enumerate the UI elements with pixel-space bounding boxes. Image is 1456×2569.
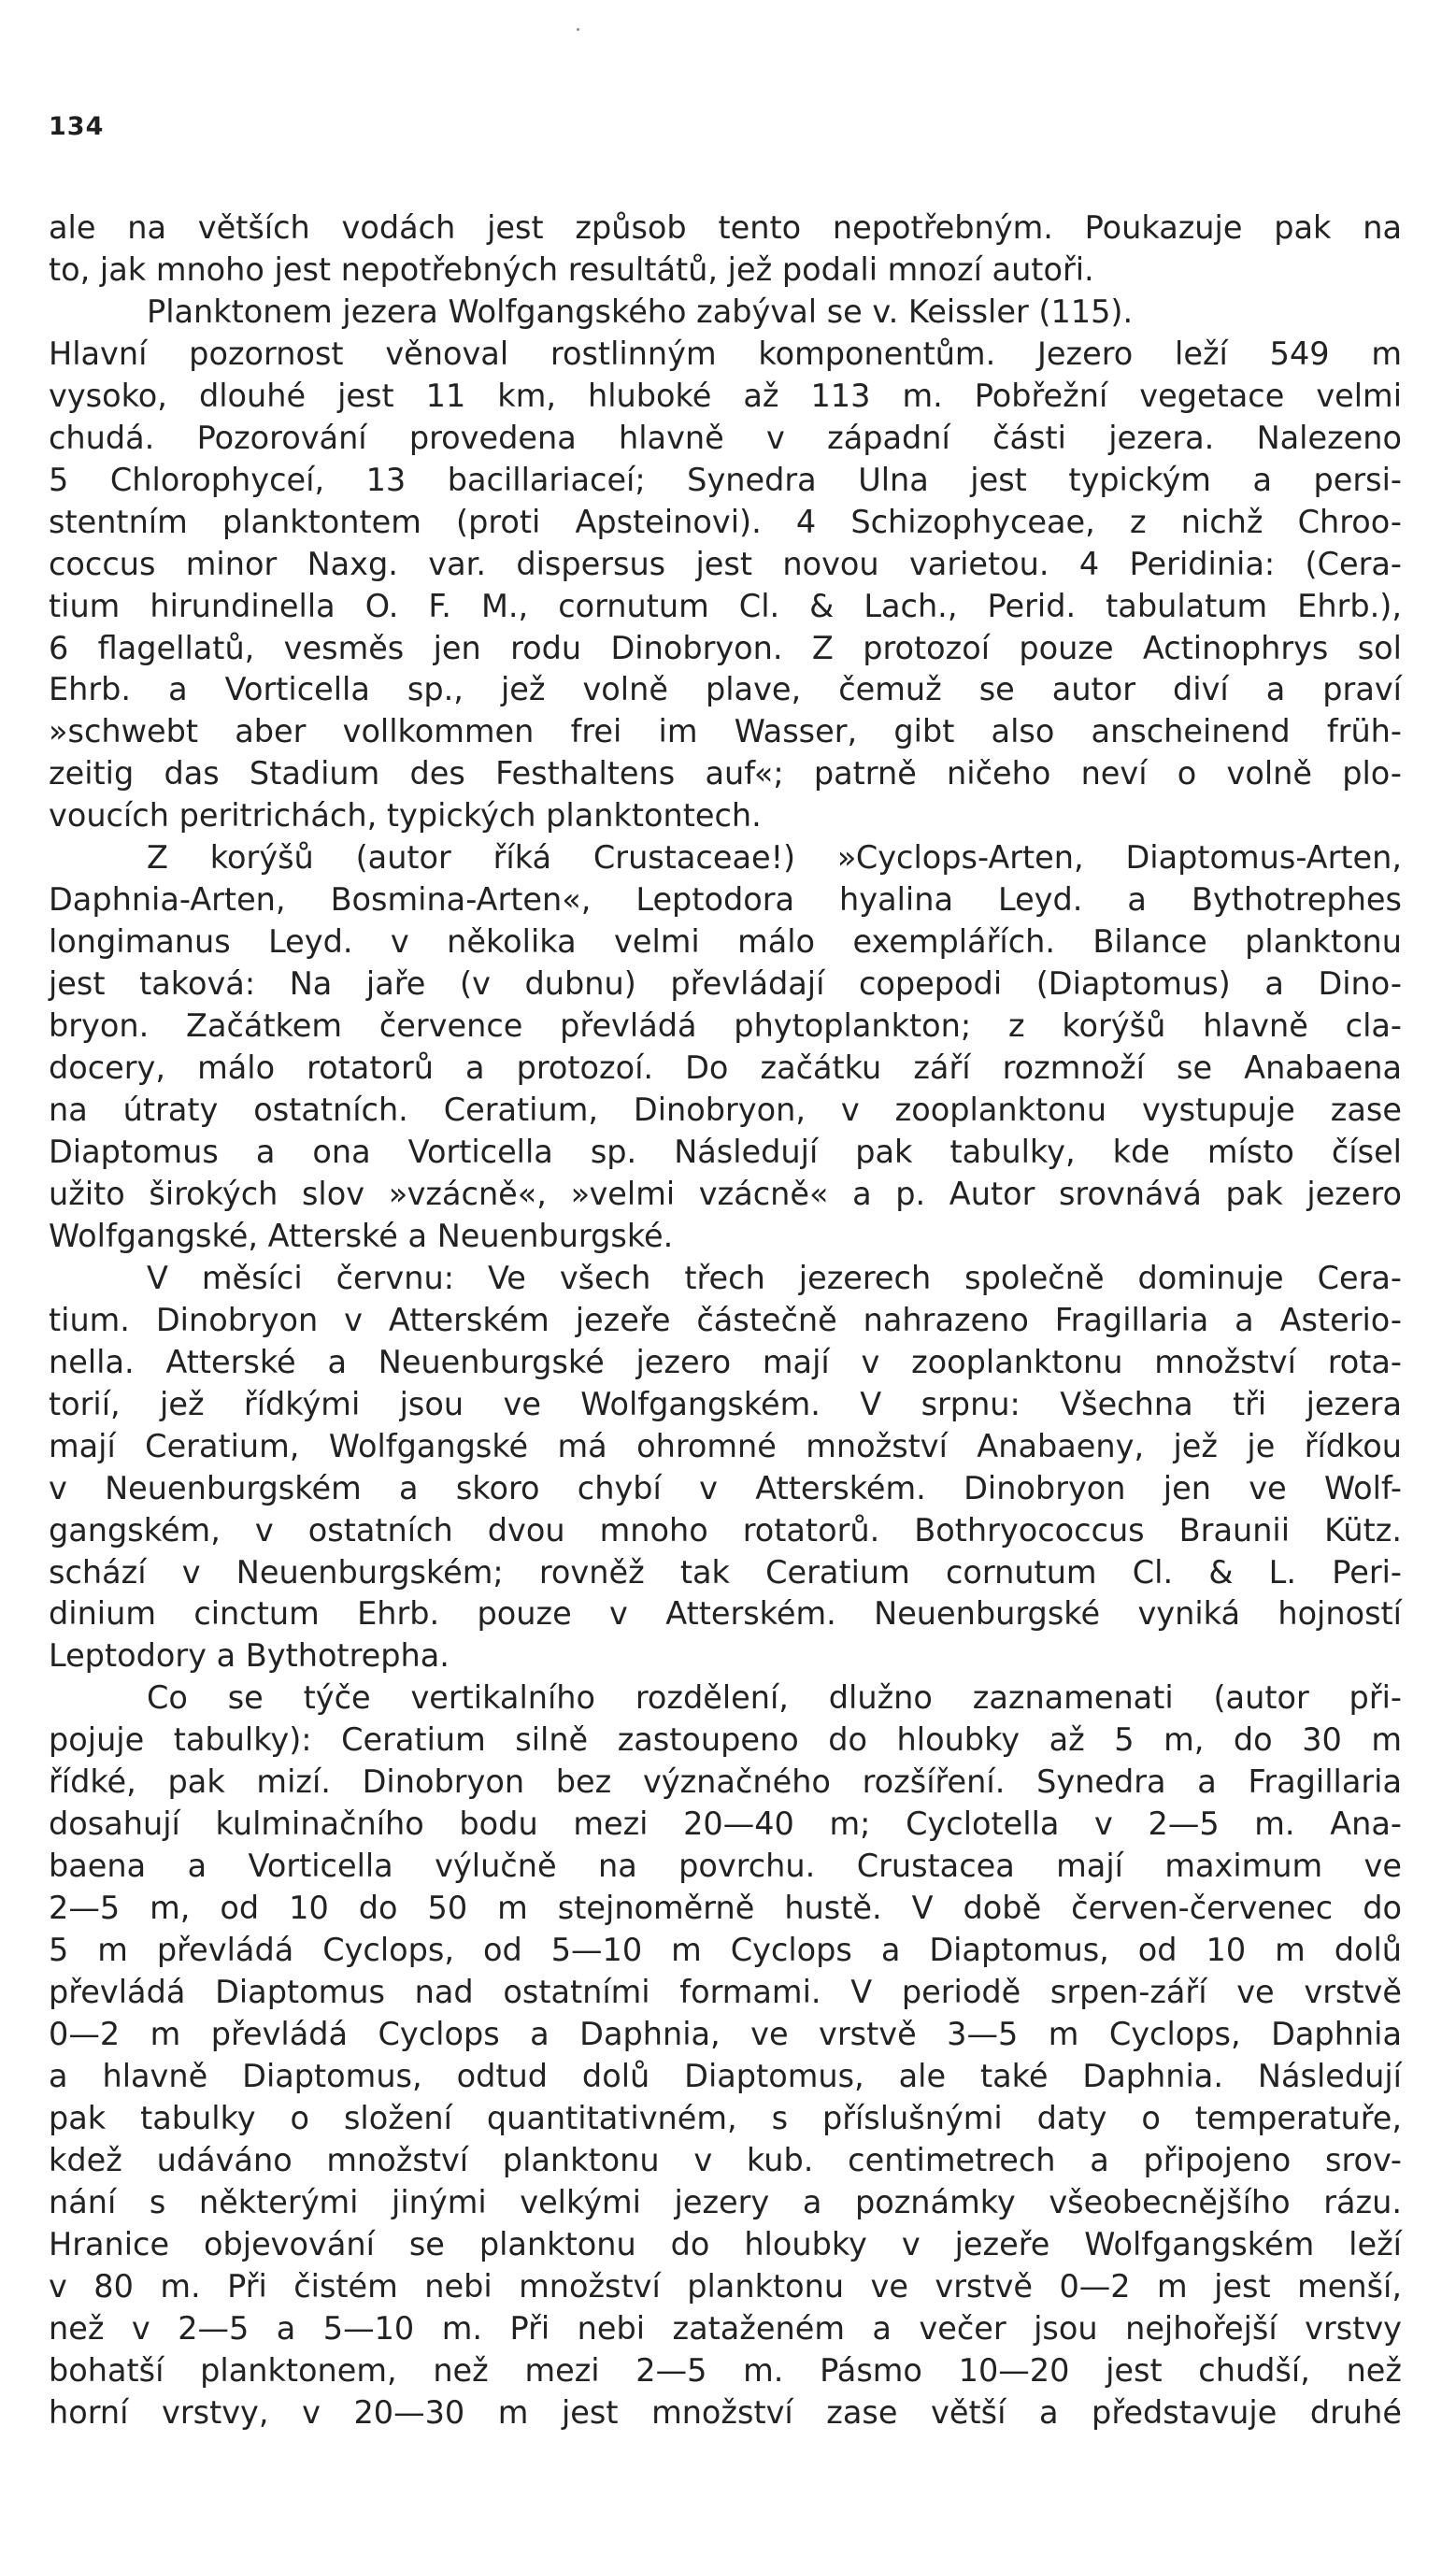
text-line: tium hirundinella O. F. M., cornutum Cl. & Lach., Perid. tabulatum Ehrb.), <box>49 587 1402 624</box>
text-line: Diaptomus a ona Vorticella sp. Následují pak tabulky, kde místo čísel <box>49 1133 1402 1170</box>
text-line: 0—2 m převládá Cyclops a Daphnia, ve vrstvě 3—5 m Cyclops, Daphnia <box>49 2015 1402 2052</box>
text-line: kdež udáváno množství planktonu v kub. centimetrech a připojeno srov- <box>49 2141 1402 2178</box>
print-speck <box>577 28 579 31</box>
text-line: tium. Dinobryon v Atterském jezeře částečně nahrazeno Fragillaria a Asterio- <box>49 1301 1402 1338</box>
text-line: docery, málo rotatorů a protozoí. Do začátku září rozmnoží se Anabaena <box>49 1049 1402 1087</box>
text-line: dinium cinctum Ehrb. pouze v Atterském. Neuenburgské vyniká hojností <box>49 1595 1402 1633</box>
text-line: 5 Chlorophyceí, 13 bacillariaceí; Synedra Ulna jest typickým a persi- <box>49 461 1402 498</box>
text-line: Hlavní pozornost věnoval rostlinným komponentům. Jezero leží 549 m <box>49 335 1402 372</box>
text-line: pojuje tabulky): Ceratium silně zastoupeno do hloubky až 5 m, do 30 m <box>49 1721 1402 1759</box>
text-line: v Neuenburgském a skoro chybí v Atterském. Dinobryon jen ve Wolf- <box>49 1469 1402 1506</box>
text-line: nella. Atterské a Neuenburgské jezero mají v zooplanktonu množství rota- <box>49 1343 1402 1380</box>
text-line: než v 2—5 a 5—10 m. Při nebi zataženém a večer jsou nejhořejší vrstvy <box>49 2309 1402 2347</box>
paragraph-first-line: Z korýšů (autor říká Crustaceae!) »Cyclops-Arten, Diaptomus-Arten, <box>147 839 1402 877</box>
text-line: Daphnia-Arten, Bosmina-Arten«, Leptodora hyalina Leyd. a Bythotrephes <box>49 881 1402 919</box>
text-line: a hlavně Diaptomus, odtud dolů Diaptomus, ale také Daphnia. Následují <box>49 2057 1402 2094</box>
text-line: »schwebt aber vollkommen frei im Wasser, gibt also anscheinend früh- <box>49 713 1402 750</box>
text-line: Hranice objevování se planktonu do hloubky v jezeře Wolfgangském leží <box>49 2225 1402 2262</box>
paragraph-first-line: Planktonem jezera Wolfgangského zabýval se v. Keissler (115). <box>147 293 1134 330</box>
text-line: nání s některými jinými velkými jezery a poznámky všeobecnějšího rázu. <box>49 2183 1402 2220</box>
text-line: gangském, v ostatních dvou mnoho rotatorů. Bothryococcus Braunii Kütz. <box>49 1511 1402 1549</box>
text-line: torií, jež řídkými jsou ve Wolfgangském. V srpnu: Všechna tři jezera <box>49 1385 1402 1422</box>
text-line: v 80 m. Při čistém nebi množství planktonu ve vrstvě 0—2 m jest menší, <box>49 2267 1402 2305</box>
text-line: longimanus Leyd. v několika velmi málo exemplářích. Bilance planktonu <box>49 923 1402 961</box>
body-text <box>49 207 1402 2434</box>
text-line: voucích peritrichách, typických planktontech. <box>49 797 762 835</box>
page-number: 134 <box>49 112 105 141</box>
text-line: 6 flagellatů, vesměs jen rodu Dinobryon. Z protozoí pouze Actinophrys sol <box>49 629 1402 666</box>
text-line: vysoko, dlouhé jest 11 km, hluboké až 113 m. Pobřežní vegetace velmi <box>49 377 1402 414</box>
text-line: užito širokých slov »vzácně«, »velmi vzácně« a p. Autor srovnává pak jezero <box>49 1175 1402 1212</box>
text-line: na útraty ostatních. Ceratium, Dinobryon, v zooplanktonu vystupuje zase <box>49 1092 1402 1129</box>
text-line: dosahují kulminačního bodu mezi 20—40 m; Cyclotella v 2—5 m. Ana- <box>49 1805 1402 1843</box>
text-line: coccus minor Naxg. var. dispersus jest novou varietou. 4 Peridinia: (Cera- <box>49 545 1402 582</box>
text-line: převládá Diaptomus nad ostatními formami. V periodě srpen-září ve vrstvě <box>49 1974 1402 2011</box>
paragraph-first-line: V měsíci červnu: Ve všech třech jezerech společně dominuje Cera- <box>147 1259 1402 1296</box>
text-line: Leptodory a Bythotrepha. <box>49 1637 450 1675</box>
text-line: zeitig das Stadium des Festhaltens auf«; patrně ničeho neví o volně plo- <box>49 755 1402 792</box>
text-line: baena a Vorticella výlučně na povrchu. Crustacea mají maximum ve <box>49 1848 1402 1885</box>
text-line: 5 m převládá Cyclops, od 5—10 m Cyclops a Diaptomus, od 10 m dolů <box>49 1932 1402 1969</box>
text-line: mají Ceratium, Wolfgangské má ohromné množství Anabaeny, jež je řídkou <box>49 1427 1402 1464</box>
text-line: chudá. Pozorování provedena hlavně v západní části jezera. Nalezeno <box>49 419 1402 456</box>
text-line: pak tabulky o složení quantitativném, s příslušnými daty o temperatuře, <box>49 2099 1402 2136</box>
text-line: horní vrstvy, v 20—30 m jest množství zase větší a představuje druhé <box>49 2393 1402 2431</box>
text-line: ale na větších vodách jest způsob tento nepotřebným. Poukazuje pak na <box>49 209 1402 246</box>
text-line: schází v Neuenburgském; rovněž tak Ceratium cornutum Cl. & L. Peri- <box>49 1553 1402 1591</box>
text-line: bohatší planktonem, než mezi 2—5 m. Pásmo 10—20 jest chudší, než <box>49 2351 1402 2389</box>
text-line: jest taková: Na jaře (v dubnu) převládají copepodi (Diaptomus) a Dino- <box>49 965 1402 1003</box>
paragraph-first-line: Co se týče vertikalního rozdělení, dlužno zaznamenati (autor při- <box>147 1679 1402 1717</box>
text-line: řídké, pak mizí. Dinobryon bez význačného rozšíření. Synedra a Fragillaria <box>49 1763 1402 1801</box>
text-line: Wolfgangské, Atterské a Neuenburgské. <box>49 1217 674 1254</box>
text-line: to, jak mnoho jest nepotřebných resultátů, jež podali mnozí autoři. <box>49 250 1094 288</box>
text-line: stentním planktontem (proti Apsteinovi). 4 Schizophyceae, z nichž Chroo- <box>49 503 1402 540</box>
text-line: 2—5 m, od 10 do 50 m stejnoměrně hustě. V době červen-červenec do <box>49 1890 1402 1927</box>
text-line: Ehrb. a Vorticella sp., jež volně plave, čemuž se autor diví a praví <box>49 671 1402 708</box>
text-line: bryon. Začátkem července převládá phytoplankton; z korýšů hlavně cla- <box>49 1007 1402 1045</box>
